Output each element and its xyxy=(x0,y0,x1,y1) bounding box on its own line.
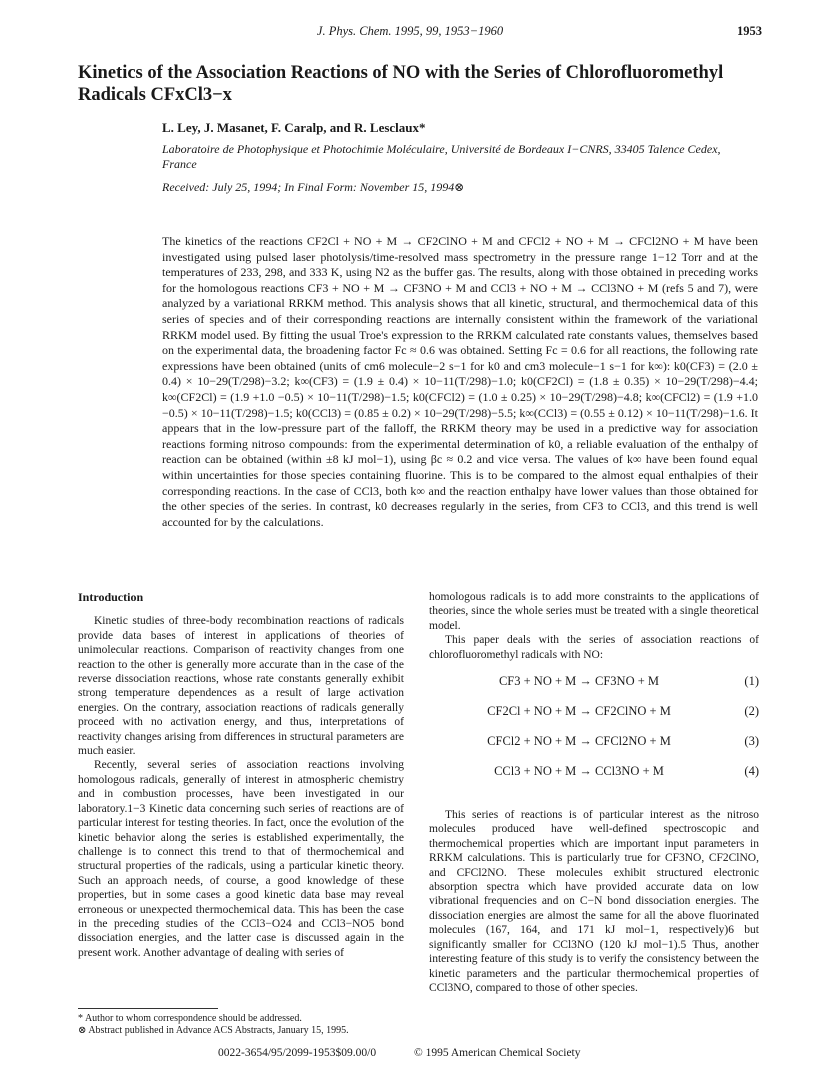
footnotes xyxy=(78,1008,404,1037)
footnote-author: * Author to whom correspondence should be addressed. xyxy=(78,1013,302,1024)
abstract: The kinetics of the reactions CF2Cl + NO + M → CF2ClNO + M and CFCl2 + NO + M → CFCl2NO + M have been investigated using pulsed laser photolysis/time-resolved mass spectrometry in the pressure range 1−12 Torr and at the temperatures of 233, 298, and 333 K, using N2 as the buffer gas. The results, along with those obtained in preceding works for the homologous reactions CF3 + NO + M → CF3NO + M and CCl3 + NO + M → CCl3NO + M (refs 5 and 7), were analyzed by a variational RRKM method. This analysis shows that all kinetic, structural, and thermochemical data of this series of species and of their corresponding reactions are internally consistent within the framework of the variational RRKM model used. By fitting the usual Troe's expression to the RRKM calculated rate constants values, themselves based on the experimental data, the broadening factor Fc ≈ 0.6 was obtained. Setting Fc = 0.6 for all reactions, the following rate expressions have been obtained (units of cm6 molecule−2 s−1 for k0 and cm3 molecule−1 s−1 for k∞): k0(CF3) = (2.0 ± 0.4) × 10−29(T/298)−3.2; k∞(CF3) = (1.9 ± 0.4) × 10−11(T/298)−1.0; k0(CF2Cl) = (1.8 ± 0.35) × 10−29(T/298)−4.4; k∞(CF2Cl) = (1.9 +1.0 −0.5) × 10−11(T/298)−1.5; k0(CFCl2) = (1.0 ± 0.25) × 10−29(T/298)−4.8; k∞(CFCl2) = (1.9 +1.0 −0.5) × 10−11(T/298)−1.5; k0(CCl3) = (0.85 ± 0.2) × 10−29(T/298)−5.5; k∞(CCl3) = (0.55 ± 0.12) × 10−11(T/298)−1.6. It appears that in the low-pressure part of the falloff, the RRKM theory may be used in a predictive way for association reactions forming nitroso compounds: from the experimental determination of k0, a reliable evaluation of the enthalpy of reaction can be obtained (within ±8 kJ mol−1), using βc ≈ 0.2 and vice versa. The values of k∞ have been found equal within uncertainties for those species containing fluorine. This is to be compared to the almost equal enthalpies of their corresponding reactions. In the case of CCl3, both k∞ and the reaction enthalpy have lower values than those obtained for the other species of the series. In contrast, k0 decreases regularly in the series, from CF3 to CCl3, and this trend is well accounted for by the calculations. xyxy=(162,234,758,529)
section-heading: Introduction xyxy=(78,590,144,604)
article-title: Kinetics of the Association Reactions of NO with the Series of Chlorofluoromethyl Radicals CFxCl3−x xyxy=(78,63,724,105)
equation-text: CCl3 + NO + M → CCl3NO + M xyxy=(494,764,664,779)
reaction-equations xyxy=(429,674,759,794)
running-header xyxy=(0,24,820,42)
right-column xyxy=(429,590,759,995)
journal-reference: J. Phys. Chem. 1995, 99, 1953−1960 xyxy=(316,24,504,38)
document-code: 0022-3654/95/2099-1953$09.00/0 xyxy=(218,1047,377,1059)
equation-text: CF3 + NO + M → CF3NO + M xyxy=(498,674,660,689)
copyright-notice: © 1995 American Chemical Society xyxy=(414,1047,581,1059)
left-column xyxy=(78,590,404,960)
intro-paragraph-4: This paper deals with the series of association reactions of chlorofluoromethyl radicals with NO: xyxy=(429,634,759,661)
intro-paragraph-3: homologous radicals is to add more constraints to the applications of theories, since the whole series must be treated with a single theoretical model. xyxy=(429,591,759,632)
received-dates: Received: July 25, 1994; In Final Form: November 15, 1994⊗ xyxy=(162,180,465,194)
intro-paragraph-5: This series of reactions is of particular interest as the nitroso molecules produced have well-defined spectroscopic and thermochemical properties which are important input parameters in RRKM calculations. This is particularly true for CF3NO, CF2ClNO, and CFCl2NO. These molecules exhibit structured electronic absorption spectra which have provided accurate data on low vibrational frequencies and on C−N bond dissociation energies. The dissociation energies are almost the same for all the above fluorinated molecules (167, 164, and 171 kJ mol−1, respectively)6 but significantly smaller for CCl3NO (120 kJ mol−1).5 Thus, another interesting feature of this study is to verify the consistency between the kinetic parameters and the particular thermochemical properties of CCl3NO, compared to those of other species. xyxy=(429,809,759,994)
equation-text: CFCl2 + NO + M → CFCl2NO + M xyxy=(487,734,671,749)
equation xyxy=(429,674,759,704)
footnote-abstract: ⊗ Abstract published in Advance ACS Abstracts, January 15, 1995. xyxy=(78,1025,349,1036)
affiliation: Laboratoire de Photophysique et Photochimie Moléculaire, Université de Bordeaux I−CNRS, 33405 Talence Cedex, France xyxy=(162,142,721,171)
equation-number: (2) xyxy=(744,704,759,719)
equation-number: (4) xyxy=(744,764,759,779)
equation xyxy=(429,704,759,734)
intro-paragraph-1: Kinetic studies of three-body recombination reactions of radicals provide data bases of interest in applications of theories of unimolecular reactions. Comparison of reactivity changes from one reaction to the other is generally more accurate than in the case of the reverse dissociation reactions, whose rate constants generally exhibit strong temperature dependences as a result of large activation energies. On the contrary, association reactions of radicals generally proceed with no activation energy, and thus, interpretations of reactivity changes arising from differences in structural parameters are much easier. xyxy=(78,615,404,758)
equation-text: CF2Cl + NO + M → CF2ClNO + M xyxy=(487,704,671,719)
intro-paragraph-2: Recently, several series of association reactions involving homologous radicals, generally of interest in atmospheric chemistry and in combustion processes, have been investigated in our laboratory.1−3 Kinetic data concerning such series of reactions are of particular interest for testing theories. In fact, once the evolution of the kinetic behavior along the series is established experimentally, the challenge is to connect this trend to that of thermochemical and structural properties of the radicals, using a particular kinetic theory. Such an approach needs, of course, a good knowledge of these properties, but in some cases a good kinetic data base may reveal erroneous or unexpected thermochemical data. This has been the case in the preceding studies of the CCl3−O24 and CCl3−NO5 bond dissociation energies, and the latter case is discussed again in the present work. Another advantage of dealing with series of xyxy=(78,759,404,959)
page-number: 1953 xyxy=(737,24,762,38)
equation-number: (1) xyxy=(744,674,759,689)
footnote-divider xyxy=(78,1008,218,1009)
author-list: L. Ley, J. Masanet, F. Caralp, and R. Lesclaux* xyxy=(162,120,426,135)
equation-number: (3) xyxy=(744,734,759,749)
equation xyxy=(429,734,759,764)
equation xyxy=(429,764,759,794)
